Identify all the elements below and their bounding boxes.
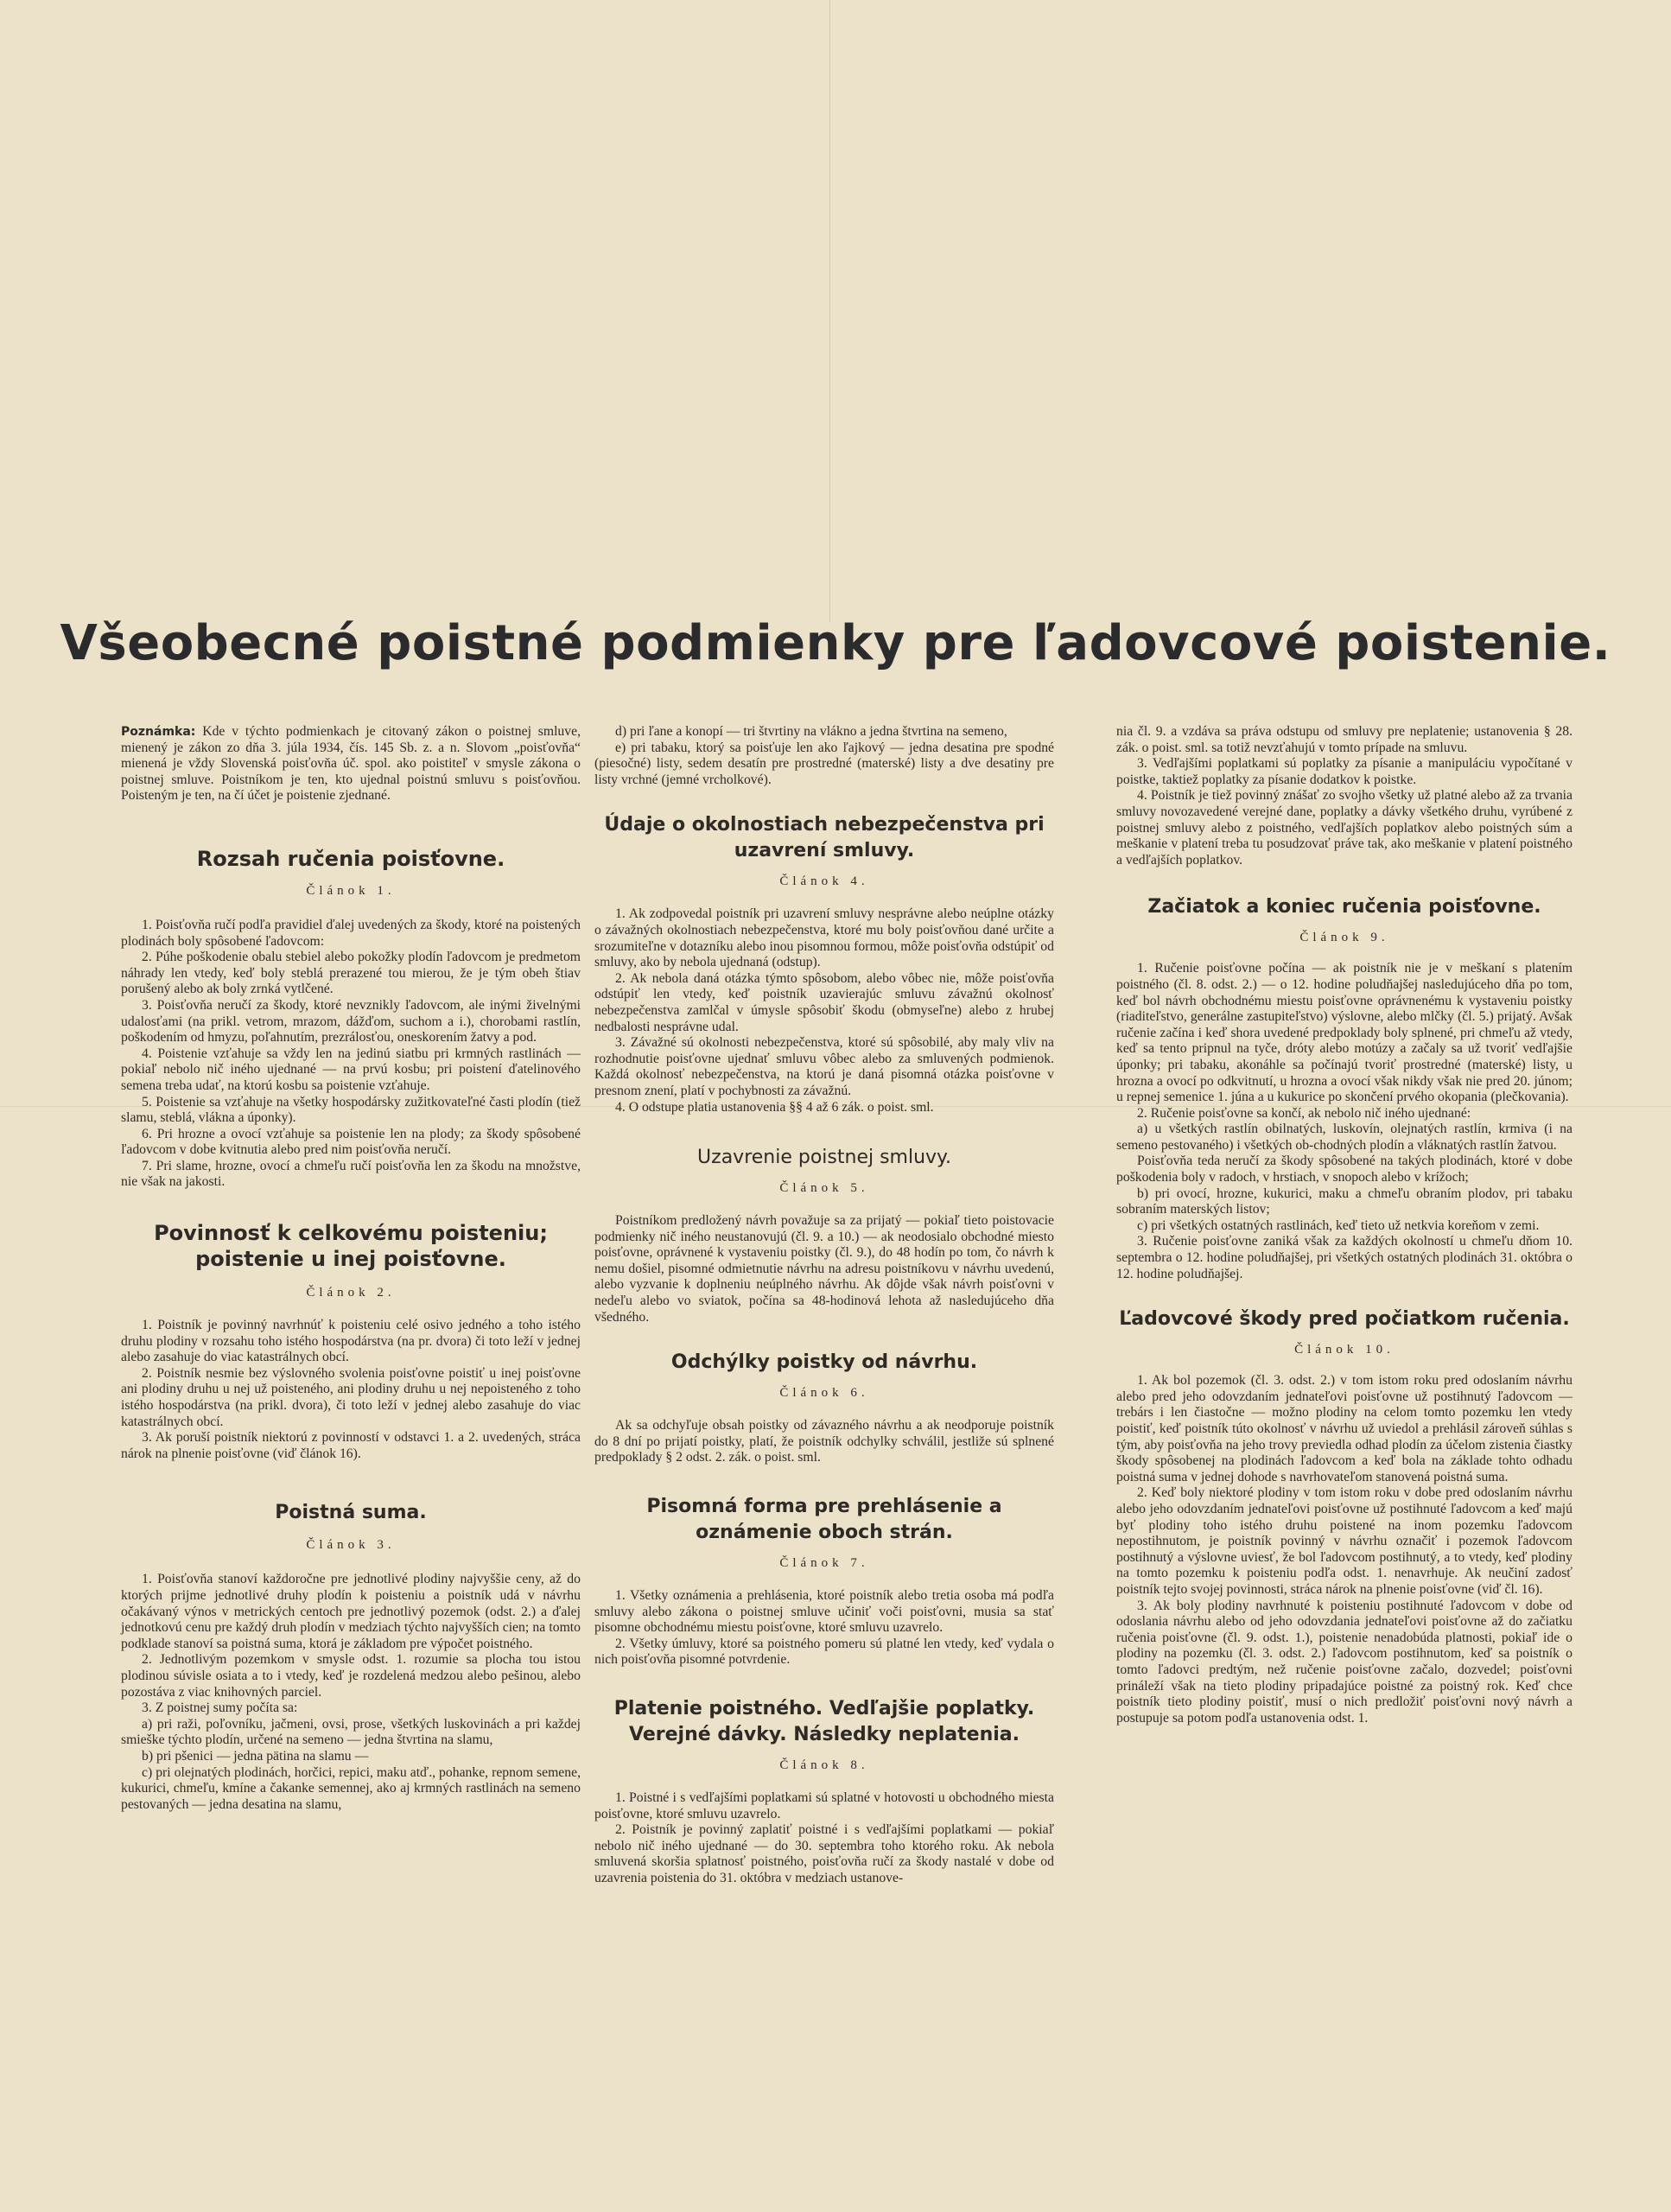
section-platenie-poistneho xyxy=(594,1696,1054,1887)
section-title: Poistná suma. xyxy=(275,1502,427,1524)
article-heading: Článok 5. xyxy=(779,1181,869,1196)
section-title: Uzavrenie poistnej smluvy. xyxy=(697,1147,951,1169)
section-title: Povinnosť k celkovému poisteniu; poistenie u inej poisťovne. xyxy=(154,1221,548,1272)
section-zaciatok-a-koniec-rucenia xyxy=(1116,894,1573,1282)
text-column-2 xyxy=(594,724,1054,1887)
paragraph: nia čl. 9. a vzdáva sa práva odstupu od smluvy pre neplatenie; ustanovenia § 28. zák. o poist. sml. sa totiž nevzťahujú v tomto prípade na smluvu. xyxy=(1116,724,1573,755)
paragraph: 3. Závažné sú okolnosti nebezpečenstva, ktoré sú spôsobilé, aby maly vliv na rozhodnutie poisťovne ujednať smluvu vôbec alebo za smluvených podmienok. Každá okolnosť nebezpečenstva, na ktorú je daná pisomná otázka poisťovne v presnom znení, platí v pochybnosti za závažnú. xyxy=(594,1035,1054,1098)
document-title: Všeobecné poistné podmienky pre ľadovcové poistenie. xyxy=(60,615,1611,671)
paragraph: 1. Poistné i s vedľajšími poplatkami sú splatné v hotovosti u obchodného miesta poisťovne, ktoré smluvu uzavrelo. xyxy=(594,1790,1054,1821)
article-heading: Článok 9. xyxy=(1299,931,1389,945)
section-title: Ľadovcové škody pred počiatkom ručenia. xyxy=(1119,1308,1570,1331)
section-title: Údaje o okolnostiach nebezpečenstva pri uzavrení smluvy. xyxy=(604,814,1045,862)
paragraph: 2. Ručenie poisťovne sa končí, ak nebolo nič iného ujednané: xyxy=(1137,1105,1471,1121)
paragraph: 3. Ručenie poisťovne zaniká však za každých okolností u chmeľu dňom 10. septembra o 12. hodine poludňajšej, pri všetkých ostatných plodinách 31. októbra o 12. hodine poludňajšej. xyxy=(1116,1234,1573,1281)
paragraph: 1. Ručenie poisťovne počína — ak poistník nie je v meškaní s platením poistného (čl. 8. odst. 2.) — o 12. hodine poludňajšej nasledujúceho dňa po tom, keď bol návrh obchodnému miestu poisťovne oprávnenému k vystaveniu poistky (riaditeľstvo, generálne zastupiteľstvo) výslovne, alebo mlčky (čl. 5.) prijatý. Avšak ručenie začína i keď shora uvedené predpoklady boly splnené, pri chmeľu až vtedy, keď sa tento pripnul na tyče, dróty alebo motúzy a začaly sa už tvoriť vedľajšie úponky; pri tabaku, akonáhle sa počínajú tvoriť prostredné (materské) listy, u hrozna a ovocí po odkvitnutí, u hrozna a ovocí však nikdy však nie pred 20. júnom; u repnej semenice 1. júna a u kukurice po skončení prvého okopania (plečkovania). xyxy=(1116,961,1573,1105)
paragraph: 2. Ak nebola daná otázka týmto spôsobom, alebo vôbec nie, môže poisťovňa odstúpiť len vtedy, keď poistník uzavierajúc smluvu závažnú okolnosť nebezpečenstva zamlčal v úmysle spôsobiť škodu (obmyseľne) alebo z hrubej nedbalosti nesprávne udal. xyxy=(594,970,1054,1034)
article-heading: Článok 2. xyxy=(306,1286,396,1300)
section-povinnost-poistenia xyxy=(121,1220,581,1462)
section-title: Začiatok a koniec ručenia poisťovne. xyxy=(1147,896,1541,918)
paragraph: 2. Poistník je povinný zaplatiť poistné i s vedľajšími poplatkami — pokiaľ nebolo nič iného ujednané — do 30. septembra toho ktorého roku. Ak nebola smluvená skoršia splatnosť poistného, poisťovňa ručí za škody nastalé v dobe od uzavrenia poistenia do 31. októbra v medziach ustanove- xyxy=(594,1822,1054,1885)
paragraph: 1. Poisťovňa ručí podľa pravidiel ďalej uvedených za škody, ktoré na poistených plodinách boly spôsobené ľadovcom: xyxy=(121,917,581,949)
note-label: Poznámka: xyxy=(121,725,196,739)
paragraph: 4. O odstupe platia ustanovenia §§ 4 až 6 zák. o poist. sml. xyxy=(615,1099,934,1115)
text-column-3 xyxy=(1116,724,1573,1726)
article-heading: Článok 7. xyxy=(779,1556,869,1571)
paragraph: 1. Všetky oznámenia a prehlásenia, ktoré poistník alebo tretia osoba má podľa smluvy alebo zákona o poistnej smluve učiniť voči poisťovni, musia sa stať pisomne obchodnému miestu poisťovne, ktoré smluvu uzavrelo. xyxy=(594,1588,1054,1636)
paragraph: 3. Ak boly plodiny navrhnuté k poisteniu postihnuté ľadovcom v dobe od odoslania návrhu alebo od jeho odovzdania jednateľovi poisťovne až do začiatku ručenia poisťovne (čl. 9. odst. 1.), poistenie nenadobúda platnosti, pokiaľ ide o plodiny na pozemku (čl. 3. odst. 2.) ľadovcom postihnutom, keď sa poistník o tomto ľadovci predtým, než ručenie poisťovne začalo, dozvedel; poisťovni prináleží však na tieto plodiny pripadajúce poistné za poistný rok. Keď chce poistník tieto plodiny poistiť, musí o nich predložiť poisťovni nový návrh a postupuje sa potom podľa ustanovenia odst. 1. xyxy=(1116,1598,1573,1726)
paragraph: 3. Poisťovňa neručí za škody, ktoré nevznikly ľadovcom, ale inými živelnými udalosťami (na prikl. vetrom, mrazom, dážďom, suchom a i.), chorobami rastlín, poškodením od hmyzu, poľahnutím, prezrálosťou, oneskorením žatvy a pod. xyxy=(121,997,581,1046)
article-heading: Článok 1. xyxy=(306,883,396,898)
paragraph: Poisťovňa teda neručí za škody spôsobené na takých plodinách, ktoré v dobe poškodenia boly v radoch, v hrstiach, v snopoch alebo v krížoch; xyxy=(1116,1154,1573,1185)
paragraph: b) pri ovocí, hrozne, kukurici, maku a chmeľu obraním plodov, pri tabaku sobraním materských listov; xyxy=(1116,1185,1573,1217)
paragraph: 6. Pri hrozne a ovocí vzťahuje sa poistenie len na plody; za škody spôsobené ľadovcom v dobe kvitnutia alebo pred nim poisťovňa neručí. xyxy=(121,1126,581,1158)
note-paragraph xyxy=(121,724,581,804)
section-odchylky-poistky xyxy=(594,1350,1054,1466)
paragraph: 2. Jednotlivým pozemkom v smysle odst. 1. rozumie sa plocha tou istou plodinou súvisle osiata a to i vtedy, keď je rozdelená medzou alebo pešinou, alebo pozostáva z viac knihovných parciel. xyxy=(121,1652,581,1700)
paragraph: 3. Z poistnej sumy počíta sa: xyxy=(142,1700,298,1716)
paragraph: 4. Poistník je tiež povinný znášať zo svojho všetky už platné alebo až za trvania smluvy novozavedené verejné dane, poplatky a dávky všetkého druhu, vyrúbené z poistnej smluvy alebo z poistného, vedľajších poplatkov alebo poistných súm a meškanie v platení treba tu posudzovať práve tak, ako meškanie v platení poistného a vedľajších poplatkov. xyxy=(1116,788,1573,868)
paragraph: c) pri olejnatých plodinách, horčici, repici, maku atď., pohanke, repnom semene, kukurici, chmeľu, kmíne a čakanke semennej, ako aj krmných rastlinách na semeno pestovaných — jedna desatina na slamu, xyxy=(121,1764,581,1812)
paragraph: 1. Ak bol pozemok (čl. 3. odst. 2.) v tom istom roku pred odoslaním návrhu alebo pred jeho odovzdaním jednateľovi poisťovne už postihnutý ľadovcom — trebárs i len čiastočne — možno plodiny na celom tomto pozemku len vtedy poistiť, keď poistník túto okolnosť v návrhu už uviedol a prehlásil zároveň súhlas s tým, aby poisťovňa na jeho trovy previedla odhad plodín za účelom zistenia čiastky škody spôsobenej na plodinách ľadovcom a keď bola na základe tohto odhadu poistná suma v jednej dohode s navrhovateľom stanovená poistná suma. xyxy=(1116,1373,1573,1484)
paragraph: d) pri ľane a konopí — tri štvrtiny na vlákno a jedna štvrtina na semeno, xyxy=(615,724,1007,739)
note-text: Kde v týchto podmienkach je citovaný zákon o poistnej smluve, mienený je zákon zo dňa 3. júla 1934, čís. 145 Sb. z. a n. Slovom „poisťovňa“ mienená je vždy Slovenská poisťovňa úč. spol. ako poistiteľ v smysle zákona o poistnej smluve. Poistníkom je ten, kto ujednal poistnú smluvu s poisťovňou. Poisteným je ten, na čí účet je poistenie zjednané. xyxy=(121,724,581,804)
section-pisomna-forma xyxy=(594,1494,1054,1669)
paragraph: e) pri tabaku, ktorý sa poisťuje len ako ľajkový — jedna desatina pre spodné (piesočné) listy, sedem desatín pre prostredné (materské) listy a dve desatiny pre listy vrchné (jemné vrcholkové). xyxy=(594,740,1054,787)
section-uzavrenie-smluvy xyxy=(594,1145,1054,1325)
paragraph: 2. Púhe poškodenie obalu stebiel alebo pokožky plodín ľadovcom je predmetom náhrady len vtedy, keď boly steblá prerazené tou mierou, že je tým obeh štiav porušený alebo ak boly zrnká vytlčené. xyxy=(121,950,581,997)
paragraph: c) pri všetkých ostatných rastlinách, keď tieto už netkvia koreňom v zemi. xyxy=(1137,1217,1540,1233)
paragraph: 4. Poistenie vzťahuje sa vždy len na jedinú siatbu pri krmných rastlinách — pokiaľ nebolo nič iného ujednané — na prvú kosbu; pri poistení ďatelinového semena treba udať, na ktorú kosbu sa poistenie vzťahuje. xyxy=(121,1046,581,1093)
text-column-1 xyxy=(121,724,581,1813)
section-title: Pisomná forma pre prehlásenie a oznámenie oboch strán. xyxy=(646,1496,1002,1544)
paragraph: 1. Poisťovňa stanoví každoročne pre jednotlivé plodiny najvyššie ceny, až do ktorých prijme jednotlivé druhy plodín k poisteniu a poistník udá v návrhu očakávaný výnos v metrických centoch pre jednotlivý pozemok (odst. 2.) a ďalej jednotkovú cenu pre každý druh plodín v medziach týchto najvyšších cien; na tomto podklade stanoví sa poistná suma, ktorá je základom pre výpočet poistného. xyxy=(121,1572,581,1651)
paragraph: a) pri raži, poľovníku, jačmeni, ovsi, prose, všetkých luskovinách a pri každej smieške týchto plodín, určené na semeno — jedna štvrtina na slamu, xyxy=(121,1716,581,1748)
section-rozsah-rucenia xyxy=(121,846,581,1191)
paragraph: 3. Vedľajšími poplatkami sú poplatky za písanie a manipuláciu vypočítané v poistke, taktiež poplatky za písanie dodatkov k poistke. xyxy=(1116,756,1573,787)
paragraph: 7. Pri slame, hrozne, ovocí a chmeľu ručí poisťovňa len za škodu na množstve, nie však na jakosti. xyxy=(121,1158,581,1190)
paragraph: 1. Ak zodpovedal poistník pri uzavrení smluvy nesprávne alebo neúplne otázky o závažných okolnostiach nebezpečenstva, ktoré mu boly poisťovňou dané určite a srozumiteľne v dotazníku alebo inou pisomnou formou, môže poisťovňa odstúpiť od smluvy, ako by nebola ujednaná (odstup). xyxy=(594,906,1054,970)
paper-fold-line xyxy=(829,0,830,622)
article-heading: Článok 10. xyxy=(1294,1343,1395,1357)
paragraph: Ak sa odchyľuje obsah poistky od závazného návrhu a ak neodporuje poistník do 8 dní po prijatí poistky, platí, že poistník odchylky schválil, jestliže sú splnené predpoklady § 2 odst. 2. zák. o poist. sml. xyxy=(594,1418,1054,1465)
article-heading: Článok 8. xyxy=(779,1758,869,1772)
paragraph: 5. Poistenie sa vzťahuje na všetky hospodársky zužitkovateľné časti plodín (tiež slamu, steblá, vlákna a úponky). xyxy=(121,1094,581,1126)
section-poistna-suma xyxy=(121,1500,581,1813)
paragraph: 3. Ak poruší poistník niektorú z povinností v odstavci 1. a 2. uvedených, stráca nárok na plnenie poisťovne (viď článok 16). xyxy=(121,1430,581,1461)
paragraph: 2. Poistník nesmie bez výslovného svolenia poisťovne poistiť u inej poisťovne ani plodiny druhu u nej už poisteného, ani plodiny druhu u nej nepoisteného z toho istého hospodárstva (na prikl. dvora), či toto leží v jednej alebo zasahuje do viac katastrálnych obcí. xyxy=(121,1365,581,1429)
paragraph: Poistníkom predložený návrh považuje sa za prijatý — pokiaľ tieto poistovacie podmienky nič iného neustanovujú (čl. 9. a 10.) — ak neodosialo obchodné miesto poisťovne, oprávnené k vystaveniu poistky (čl. 9.), do 48 hodín po tom, čo návrh k nemu došiel, pisomné odmietnutie návrhu na adresu poistníkovu v návrhu uvedenú, alebo vyzvanie k doplneniu neúplného návrhu. Ak dôjde však návrh poisťovni v nedeľu alebo vo sviatok, počína sa 48-hodinová lehota až nasledujúceho dňa všedného. xyxy=(594,1213,1054,1325)
section-title: Platenie poistného. Vedľajšie poplatky. Verejné dávky. Následky neplatenia. xyxy=(613,1698,1035,1745)
paragraph: 2. Keď boly niektoré plodiny v tom istom roku v dobe pred odoslaním návrhu alebo jeho odovzdaním jednateľovi poisťovne už postihnuté ľadovcom a keď majú byť plodiny toho istého druhu poistené na inom pozemku ľadovcom nepostihnutom, je poistník povinný v návrhu označiť i pozemok ľadovcom postihnutý a výslovne uviesť, že bol ľadovcom postihnutý, a to vtedy, keď plodiny na tomto pozemku k poisteniu podľa odst. 1. nenavrhuje. Ak neučiní zadosť poistník tejto svojej povinnosti, stráca nárok na plnenie poisťovne (viď čl. 16). xyxy=(1116,1485,1573,1597)
section-udaje-o-okolnostiach xyxy=(594,812,1054,1116)
paragraph: 2. Všetky úmluvy, ktoré sa poistného pomeru sú platné len vtedy, keď vydala o nich poisťovňa pisomné potvrdenie. xyxy=(594,1636,1054,1668)
section-ladovcove-skody xyxy=(1116,1306,1573,1726)
section-title: Rozsah ručenia poisťovne. xyxy=(196,846,505,871)
section-title: Odchýlky poistky od návrhu. xyxy=(670,1351,978,1374)
article-heading: Článok 3. xyxy=(306,1538,396,1553)
paragraph: b) pri pšenici — jedna pätina na slamu — xyxy=(142,1748,369,1764)
article-heading: Článok 6. xyxy=(779,1386,869,1401)
article-heading: Článok 4. xyxy=(779,874,869,889)
paragraph: 1. Poistník je povinný navrhnúť k poisteniu celé osivo jedného a toho istého druhu plodiny v rozsahu toho istého hospodárstva (na pr. dvora) či toto leží v jednej alebo zasahuje do viac katastrálnych obcí. xyxy=(121,1318,581,1365)
paragraph: a) u všetkých rastlín obilnatých, luskovín, olejnatých rastlín, krmiva (i na semeno pestovaného) i všetkých ob-chodných plodín a vláknatých rastlín žatvou. xyxy=(1116,1122,1573,1153)
